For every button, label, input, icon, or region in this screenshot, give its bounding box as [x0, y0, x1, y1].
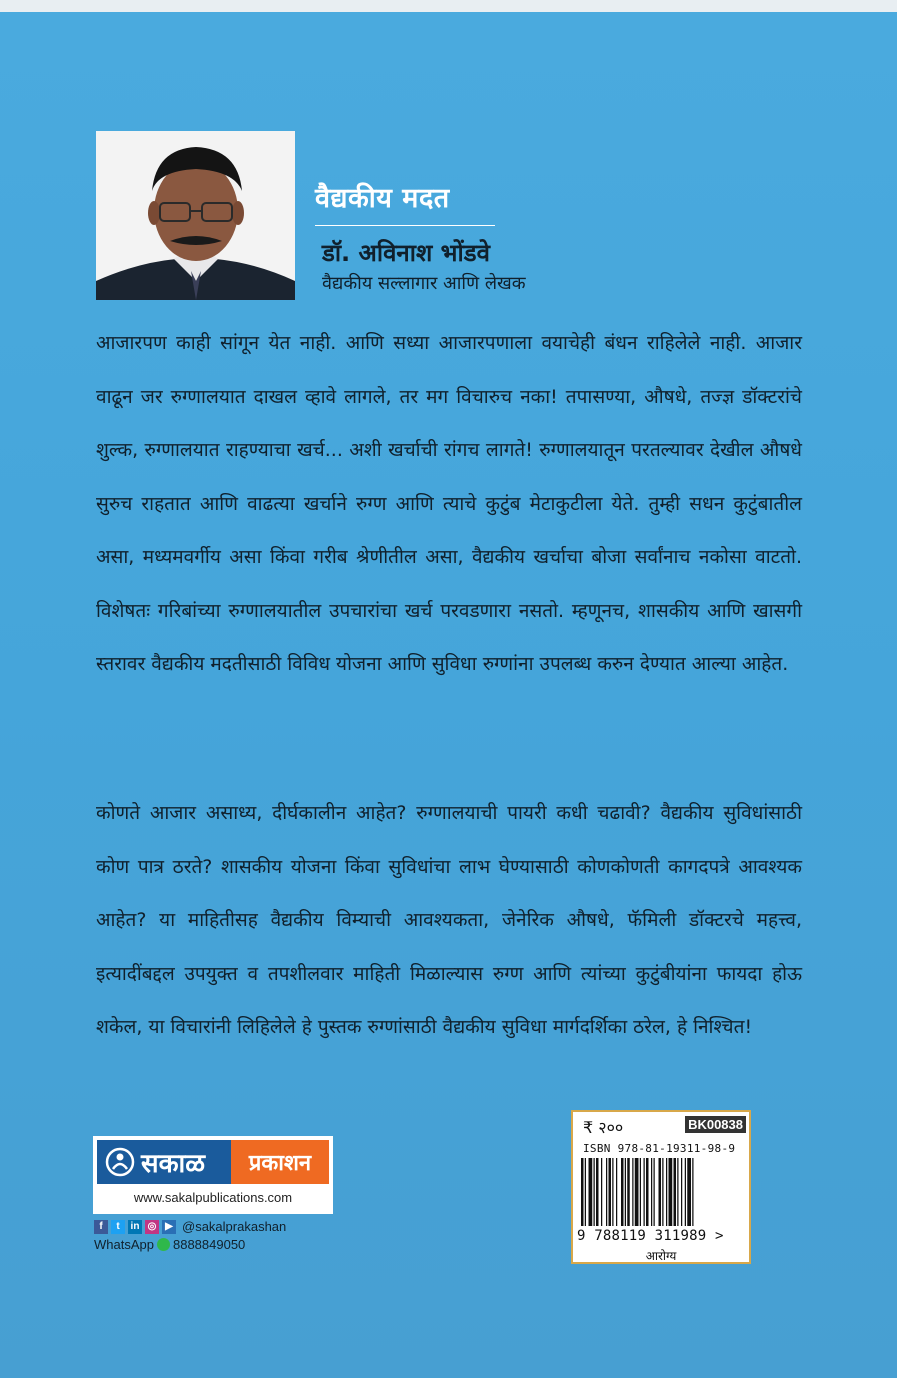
price: ₹ २०० — [583, 1118, 624, 1137]
whatsapp-number[interactable]: 8888849050 — [172, 1237, 246, 1252]
whatsapp-contact — [94, 1237, 245, 1252]
instagram-icon[interactable]: ◎ — [145, 1220, 159, 1234]
publisher-website[interactable]: www.sakalpublications.com — [133, 1190, 293, 1205]
book-code-badge: BK00838 — [685, 1116, 746, 1133]
linkedin-icon[interactable]: in — [128, 1220, 142, 1234]
whatsapp-icon — [157, 1238, 170, 1251]
book-category: आरोग्य — [645, 1249, 677, 1263]
blurb-paragraph-2: कोणते आजार असाध्य, दीर्घकालीन आहेत? रुग्णालयाची पायरी कधी चढावी? वैद्यकीय सुविधांसाठी कोण पात्र ठरते? शासकीय योजना किंवा सुविधांचा लाभ घेण्यासाठी कोणकोणती कागदपत्रे आवश्यक आहेत? या माहितीसह वैद्यकीय विम्याची आवश्यकता, जेनेरिक औषधे, फॅमिली डॉक्टरचे महत्त्व, इत्यादींबद्दल उपयुक्त व तपशीलवार माहिती मिळाल्यास रुग्ण आणि त्यांच्या कुटुंबीयांना फायदा होऊ शकेल, या विचारांनी लिहिलेले हे पुस्तक रुग्णांसाठी वैद्यकीय सुविधा मार्गदर्शिका ठरेल, हे निश्चित! — [96, 802, 802, 1038]
barcode-digits: 9 788119 311989 > — [577, 1228, 724, 1244]
publisher-logo-block — [93, 1136, 333, 1214]
book-title: वैद्यकीय मदत — [315, 183, 450, 214]
isbn-block — [571, 1110, 751, 1264]
social-handle[interactable]: @sakalprakashan — [182, 1219, 287, 1234]
publisher-name: सकाळ — [141, 1149, 206, 1179]
sakal-emblem-icon — [105, 1147, 135, 1177]
facebook-icon[interactable]: f — [94, 1220, 108, 1234]
isbn-number: ISBN 978-81-19311-98-9 — [583, 1142, 736, 1155]
author-name: डॉ. अविनाश भोंडवे — [322, 239, 490, 267]
title-divider — [315, 225, 495, 226]
youtube-icon[interactable]: ▶ — [162, 1220, 176, 1234]
barcode — [581, 1158, 743, 1226]
blurb-paragraph-1: आजारपण काही सांगून येत नाही. आणि सध्या आजारपणाला वयाचेही बंधन राहिलेले नाही. आजार वाढून जर रुग्णालयात दाखल व्हावे लागले, तर मग विचारुच नका! तपासण्या, औषधे, तज्ज्ञ डॉक्टरांचे शुल्क, रुग्णालयात राहण्याचा खर्च... अशी खर्चाची रांगच लागते! रुग्णालयातून परतल्यावर देखील औषधे सुरुच राहतात आणि वाढत्या खर्चाने रुग्ण आणि त्याचे कुटुंब मेटाकुटीला येते. तुम्ही सधन कुटुंबातील असा, मध्यमवर्गीय असा किंवा गरीब श्रेणीतील असा, वैद्यकीय खर्चाचा बोजा सर्वांनाच नकोसा वाटतो. विशेषतः गरिबांच्या रुग्णालयातील उपचारांचा खर्च परवडणारा नसतो. म्हणूनच, शासकीय आणि खासगी स्तरावर वैद्यकीय मदतीसाठी विविध योजना आणि सुविधा रुग्णांना उपलब्ध करुन देण्यात आल्या आहेत. — [96, 332, 802, 675]
publisher-division: प्रकाशन — [231, 1140, 329, 1184]
twitter-icon[interactable]: t — [111, 1220, 125, 1234]
page-edge — [0, 0, 897, 12]
author-role: वैद्यकीय सल्लागार आणि लेखक — [322, 273, 526, 294]
whatsapp-label: WhatsApp — [94, 1237, 154, 1252]
social-links — [94, 1219, 286, 1234]
author-photo — [96, 131, 295, 300]
publisher-logo — [97, 1140, 329, 1184]
